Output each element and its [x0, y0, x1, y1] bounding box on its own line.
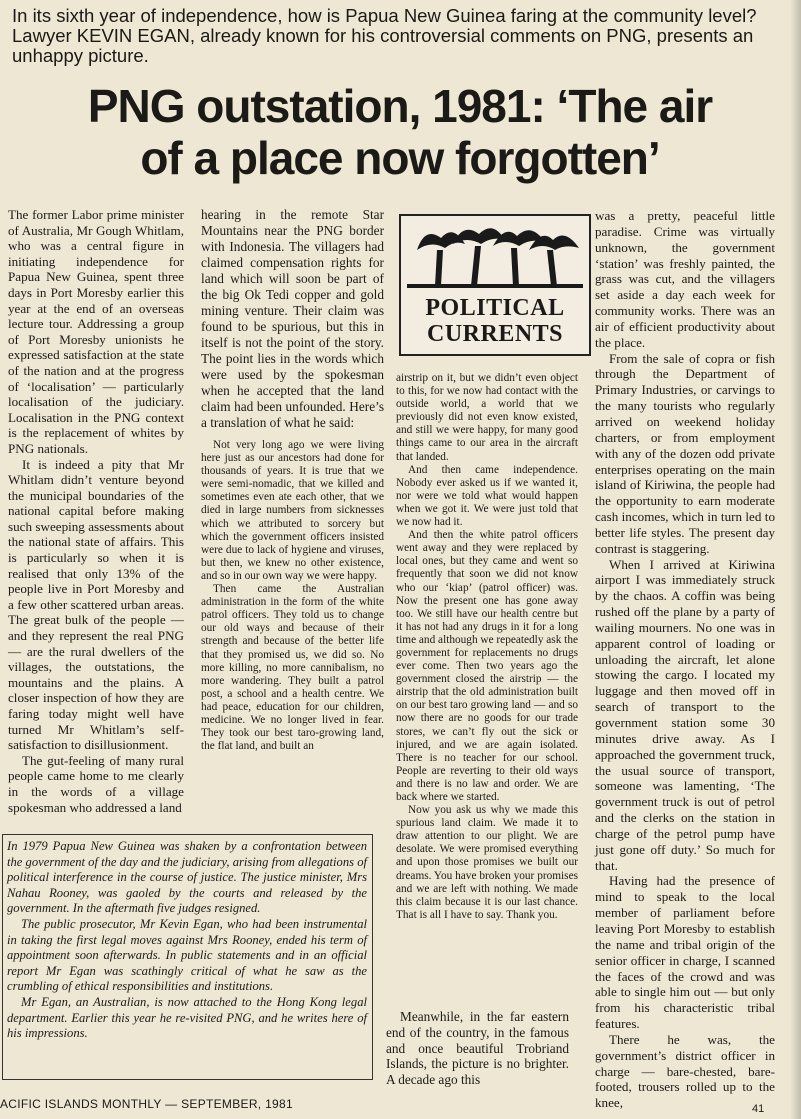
footer-publication: ACIFIC ISLANDS MONTHLY — SEPTEMBER, 1981: [0, 1097, 293, 1111]
quote-paragraph: And then the white patrol officers went away and they were replaced by local ones, but they came and went so frequently that soon we did not know who our ‘kiap’ (patrol officer) was. Now the present one has gone away too. We still have our health centre but it has not had any drugs in it for a long time and although we repeatedly ask the government for replacements no drugs ever come. Then two years ago the government closed the airstrip — the airstrip that the old administration built on our best taro growing land — and so now there are no goods for our trade stores, we can’t fly out the sick or injured, and we are again isolated. There is no teacher for our school. People are reverting to their old ways and there is no law and order. We are back where we started.: [396, 529, 578, 803]
paragraph: It is indeed a pity that Mr Whitlam didn’t venture beyond the municipal boundaries of the national capital before making such sweeping assessments about the national state of affairs. This is particularly so when it is realised that only 13% of the people live in Port Moresby and a few other scattered urban areas. The great bulk of the people — and they represent the real PNG — are the rural dwellers of the villages, the outstations, the mountains and the plains. A closer inspection of how they are faring today might well have turned Mr Whitlam’s self-satisfaction to disillusionment.: [8, 456, 184, 753]
quote-paragraph: Not very long ago we were living here just as our ancestors had done for thousands of years. It is true that we were semi-nomadic, that we killed and sometimes even ate each other, that we died in large numbers from sicknesses which we attributed to sorcery but which the government officers insisted were due to lack of hygiene and viruses, but then, we knew no other existence, and so in our own way we were happy.: [201, 439, 384, 582]
author-note-box: [2, 834, 373, 1080]
paragraph: There he was, the government’s district officer in charge — bare-chested, bare-footed, trousers rolled up to the knee,: [595, 1031, 775, 1111]
quote-paragraph: And then came independence. Nobody ever asked us if we wanted it, nor were we told what would happen when we got it. We were just told that we now had it.: [396, 463, 578, 529]
paragraph: Having had the presence of mind to speak to the local member of parliament before leaving Port Moresby to establish the name and tribal origin of the senior officer in charge, I scanned the faces of the crowd and was able to single him out — but only from his characteristic tribal features.: [595, 873, 775, 1032]
paragraph: hearing in the remote Star Mountains near the PNG border with Indonesia. The villagers had claimed compensation rights for land which will soon be part of the big Ok Tedi copper and gold mining venture. Their claim was found to be spurious, but this in itself is not the point of the story. The point lies in the words which were used by the spokesman when he accepted that the land claim had been unfounded. Here’s a translation of what he said:: [201, 207, 384, 430]
headline: [40, 80, 760, 184]
note-paragraph: In 1979 Papua New Guinea was shaken by a confrontation between the government of the day and the judiciary, arising from allegations of political interference in the course of justice. The justice minister, Mrs Nahau Rooney, was gaoled by the courts and released by the government. In the aftermath five judges resigned.: [7, 839, 367, 916]
paragraph: From the sale of copra or fish through the Department of Primary Industries, or carvings to the many tourists who regularly arrived on weekend holiday charters, or from employment with any of the dozen odd private enterprises operating on the main island of Kiriwina, the people had the opportunity to earn moderate cash incomes, which in turn led to better life styles. The present day contrast is staggering.: [595, 350, 775, 556]
note-paragraph: Mr Egan, an Australian, is now attached to the Hong Kong legal department. Earlier this year he re-visited PNG, and he writes here of his impressions.: [7, 994, 367, 1041]
note-paragraph: The public prosecutor, Mr Kevin Egan, who had been instrumental in taking the first legal moves against Mrs Rooney, ended his term of appointment soon afterwards. In public statements and in an official report Mr Egan was scathingly critical of what he saw as the crumbling of ethical responsibilities and institutions.: [7, 916, 367, 994]
paragraph: was a pretty, peaceful little paradise. Crime was virtually unknown, the government ‘station’ was freshly painted, the grass was cut, and the villagers set aside a day each week for community works. There was an air of efficient productivity about the place.: [595, 208, 775, 350]
page-number: 41: [752, 1103, 765, 1115]
headline-line-1: PNG outstation, 1981: ‘The air: [87, 80, 713, 132]
standfirst: In its sixth year of independence, how is Papua New Guinea faring at the community level? Lawyer KEVIN EGAN, already known for his controversial comments on PNG, presents an unhappy picture.: [12, 5, 757, 66]
column-3-continued: [386, 1009, 569, 1088]
column-1: [8, 207, 184, 815]
quote-paragraph: Then came the Australian administration in the form of the white patrol officers. They told us to change our old ways and because of their strength and because of the better life that they promised us, we did so. No more killing, no more cannibalism, no more wandering. They built a patrol post, a school and a health centre. We had peace, education for our children, medicine. We no longer lived in fear. They took our best taro-growing land, the flat land, and built an: [201, 583, 384, 753]
quote-block: [201, 439, 384, 753]
page-edge-shadow: [790, 0, 801, 1119]
paragraph: The former Labor prime minister of Australia, Mr Gough Whitlam, who was a central figure in initiating independence for Papua New Guinea, spent three days in Port Moresby earlier this year at the end of an overseas lecture tour. Addressing a group of Port Moresby unionists he expressed satisfaction at the state of the nation and at the progress of ‘localisation’ — particularly localisation of the judiciary. Localisation in the PNG context is the replacement of whites by PNG nationals.: [8, 207, 184, 456]
logo-line-1: POLITICAL: [425, 295, 565, 321]
political-currents-logo: [399, 214, 591, 356]
quote-paragraph: airstrip on it, but we didn’t even object to this, for we now had contact with the outside world, a world that we previously did not even know existed, and still we were happy, for many good things came to our area in the aircraft that landed.: [396, 372, 578, 463]
column-2: [201, 207, 384, 753]
logo-line-2: CURRENTS: [426, 321, 564, 347]
column-3: [396, 372, 578, 922]
paragraph: When I arrived at Kiriwina airport I was immediately struck by the chaos. A coffin was being rushed off the plane by a party of wailing mourners. No one was in apparent control of loading or unloading the aircraft, let alone stowing the cargo. I located my luggage and then moved off in search of transport to the government station some 30 minutes drive away. As I approached the government truck, the usual source of transport, someone was lamenting, ‘The government truck is out of petrol and the clerks on the station in charge of the petrol pump have just gone off duty.’ So much for that.: [595, 556, 775, 873]
headline-line-2: of a place now forgotten’: [140, 132, 660, 184]
palm-trees-icon: [401, 220, 589, 290]
column-4: [595, 208, 775, 1111]
author-note-text: [7, 839, 367, 1042]
paragraph: Meanwhile, in the far eastern end of the country, in the famous and once beautiful Trobriand Islands, the picture is no brighter. A decade ago this: [386, 1009, 569, 1088]
paragraph: The gut-feeling of many rural people came home to me clearly in the words of a village spokesman who addressed a land: [8, 752, 184, 815]
quote-paragraph: Now you ask us why we made this spurious land claim. We made it to draw attention to our plight. We are desolate. We were promised everything and upon those promises we built our dreams. You have broken your promises and we are left with nothing. We made this claim because it is our last chance. That is all I have to say. Thank you.: [396, 804, 578, 921]
